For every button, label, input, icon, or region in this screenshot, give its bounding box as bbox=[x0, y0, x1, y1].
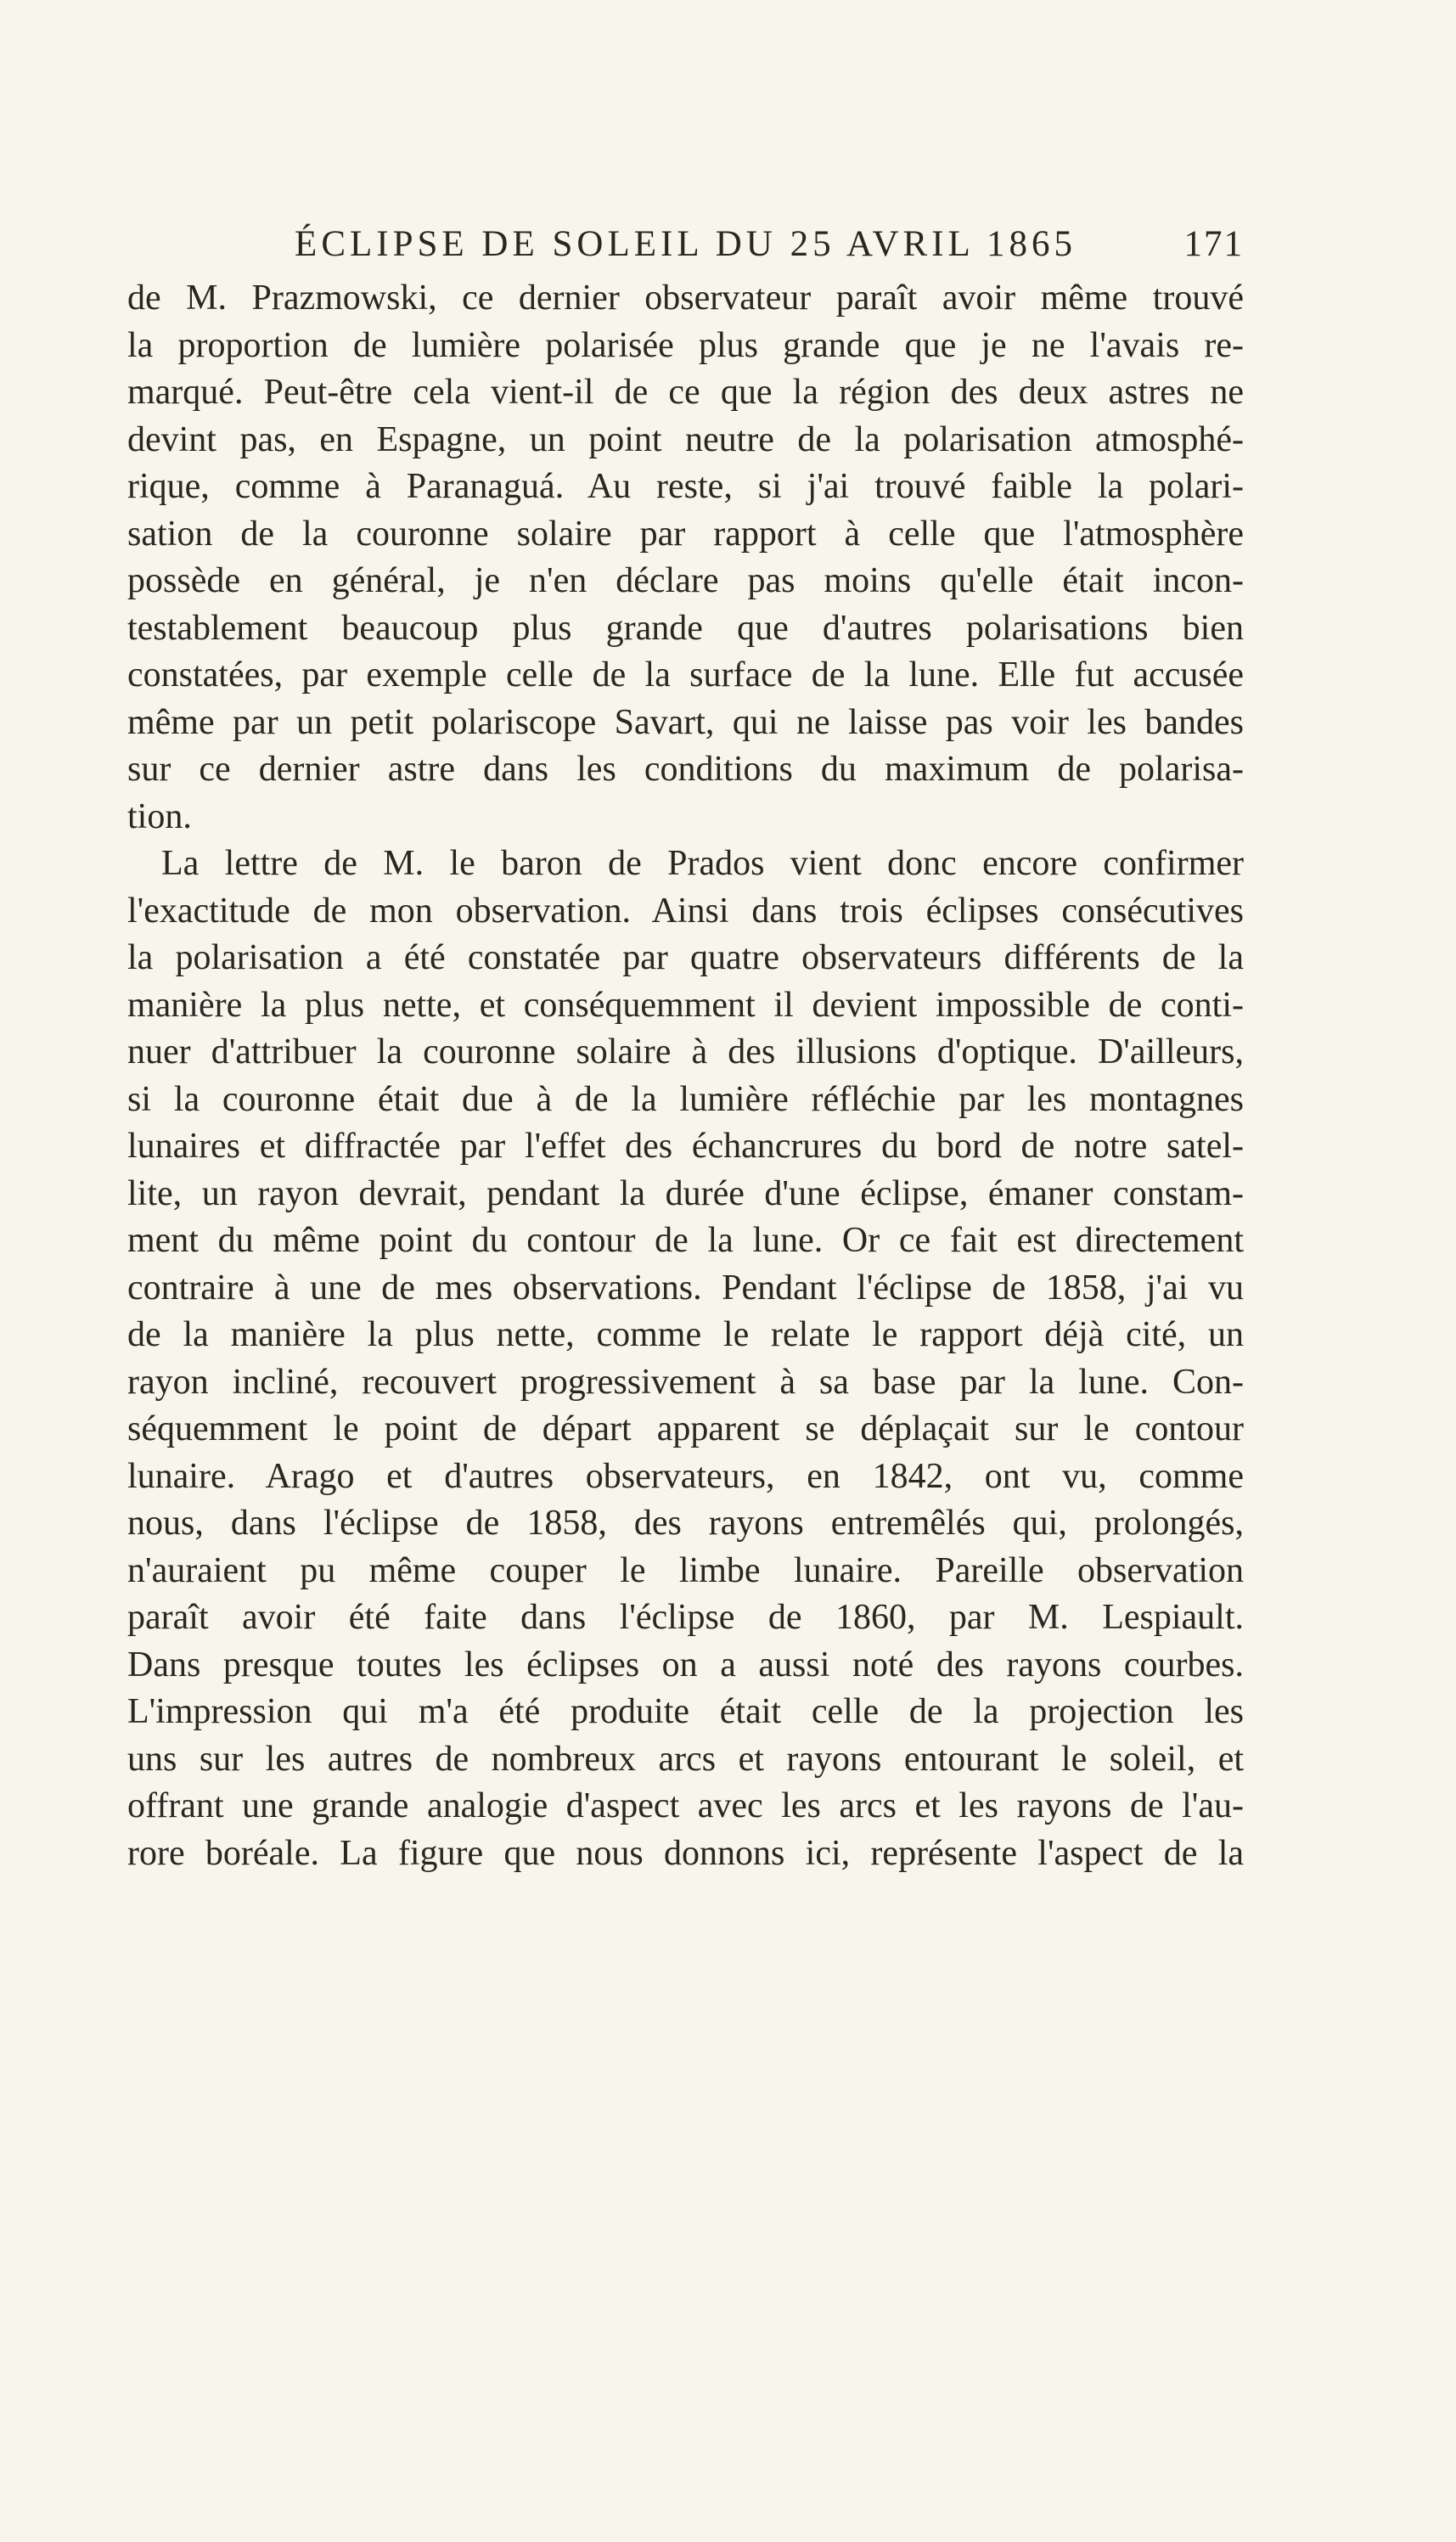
text-line: uns sur les autres de nombreux arcs et rayons entourant le soleil, et bbox=[127, 1739, 1244, 1779]
text-line: testablement beaucoup plus grande que d'autres polarisations bien bbox=[127, 608, 1244, 648]
text-line: n'auraient pu même couper le limbe lunaire. Pareille observation bbox=[127, 1550, 1244, 1590]
text-line: de la manière la plus nette, comme le relate le rapport déjà cité, un bbox=[127, 1315, 1244, 1354]
text-line: ment du même point du contour de la lune. Or ce fait est directement bbox=[127, 1221, 1244, 1260]
text-line: contraire à une de mes observations. Pendant l'éclipse de 1858, j'ai vu bbox=[127, 1268, 1244, 1308]
text-line: de M. Prazmowski, ce dernier observateur paraît avoir même trouvé bbox=[127, 278, 1244, 318]
text-line: lunaire. Arago et d'autres observateurs, en 1842, ont vu, comme bbox=[127, 1456, 1244, 1496]
running-head bbox=[127, 219, 1244, 270]
text-line: L'impression qui m'a été produite était celle de la projection les bbox=[127, 1692, 1244, 1731]
text-line: sur ce dernier astre dans les conditions du maximum de polarisa- bbox=[127, 750, 1244, 789]
text-line: si la couronne était due à de la lumière réfléchie par les montagnes bbox=[127, 1079, 1244, 1119]
text-line: possède en général, je n'en déclare pas moins qu'elle était incon- bbox=[127, 561, 1244, 600]
running-title: ÉCLIPSE DE SOLEIL DU 25 AVRIL 1865 bbox=[295, 224, 1077, 264]
paragraph-1 bbox=[127, 275, 1244, 841]
text-line: la polarisation a été constatée par quatre observateurs différents de la bbox=[127, 938, 1244, 977]
text-line: rique, comme à Paranaguá. Au reste, si j'ai trouvé faible la polari- bbox=[127, 467, 1244, 506]
text-line: paraît avoir été faite dans l'éclipse de 1860, par M. Lespiault. bbox=[127, 1598, 1244, 1637]
text-line: marqué. Peut-être cela vient-il de ce que la région des deux astres ne bbox=[127, 373, 1244, 412]
text-line: sation de la couronne solaire par rapport à celle que l'atmosphère bbox=[127, 514, 1244, 554]
text-line: La lettre de M. le baron de Prados vient donc encore confirmer bbox=[161, 844, 1244, 883]
body-text bbox=[127, 275, 1244, 1877]
text-line: la proportion de lumière polarisée plus grande que je ne l'avais re- bbox=[127, 325, 1244, 365]
text-line: lunaires et diffractée par l'effet des échancrures du bord de notre satel- bbox=[127, 1127, 1244, 1166]
text-line: Dans presque toutes les éclipses on a aussi noté des rayons courbes. bbox=[127, 1645, 1244, 1684]
text-line: nuer d'attribuer la couronne solaire à des illusions d'optique. D'ailleurs, bbox=[127, 1032, 1244, 1071]
text-line: manière la plus nette, et conséquemment il devient impossible de conti- bbox=[127, 985, 1244, 1025]
text-line: offrant une grande analogie d'aspect avec les arcs et les rayons de l'au- bbox=[127, 1786, 1244, 1825]
text-line: rayon incliné, recouvert progressivement à sa base par la lune. Con- bbox=[127, 1362, 1244, 1402]
paragraph-2 bbox=[127, 841, 1244, 1877]
text-line: devint pas, en Espagne, un point neutre de la polarisation atmosphé- bbox=[127, 419, 1244, 459]
text-line: séquemment le point de départ apparent se déplaçait sur le contour bbox=[127, 1409, 1244, 1448]
page-number: 171 bbox=[1183, 224, 1244, 264]
text-line: tion. bbox=[127, 796, 192, 836]
text-line: l'exactitude de mon observation. Ainsi dans trois éclipses consécutives bbox=[127, 891, 1244, 931]
text-line: lite, un rayon devrait, pendant la durée d'une éclipse, émaner constam- bbox=[127, 1173, 1244, 1213]
text-line: nous, dans l'éclipse de 1858, des rayons entremêlés qui, prolongés, bbox=[127, 1504, 1244, 1543]
text-line: constatées, par exemple celle de la surface de la lune. Elle fut accusée bbox=[127, 655, 1244, 695]
text-line: même par un petit polariscope Savart, qui ne laisse pas voir les bandes bbox=[127, 702, 1244, 742]
text-line: rore boréale. La figure que nous donnons ici, représente l'aspect de la bbox=[127, 1833, 1244, 1873]
